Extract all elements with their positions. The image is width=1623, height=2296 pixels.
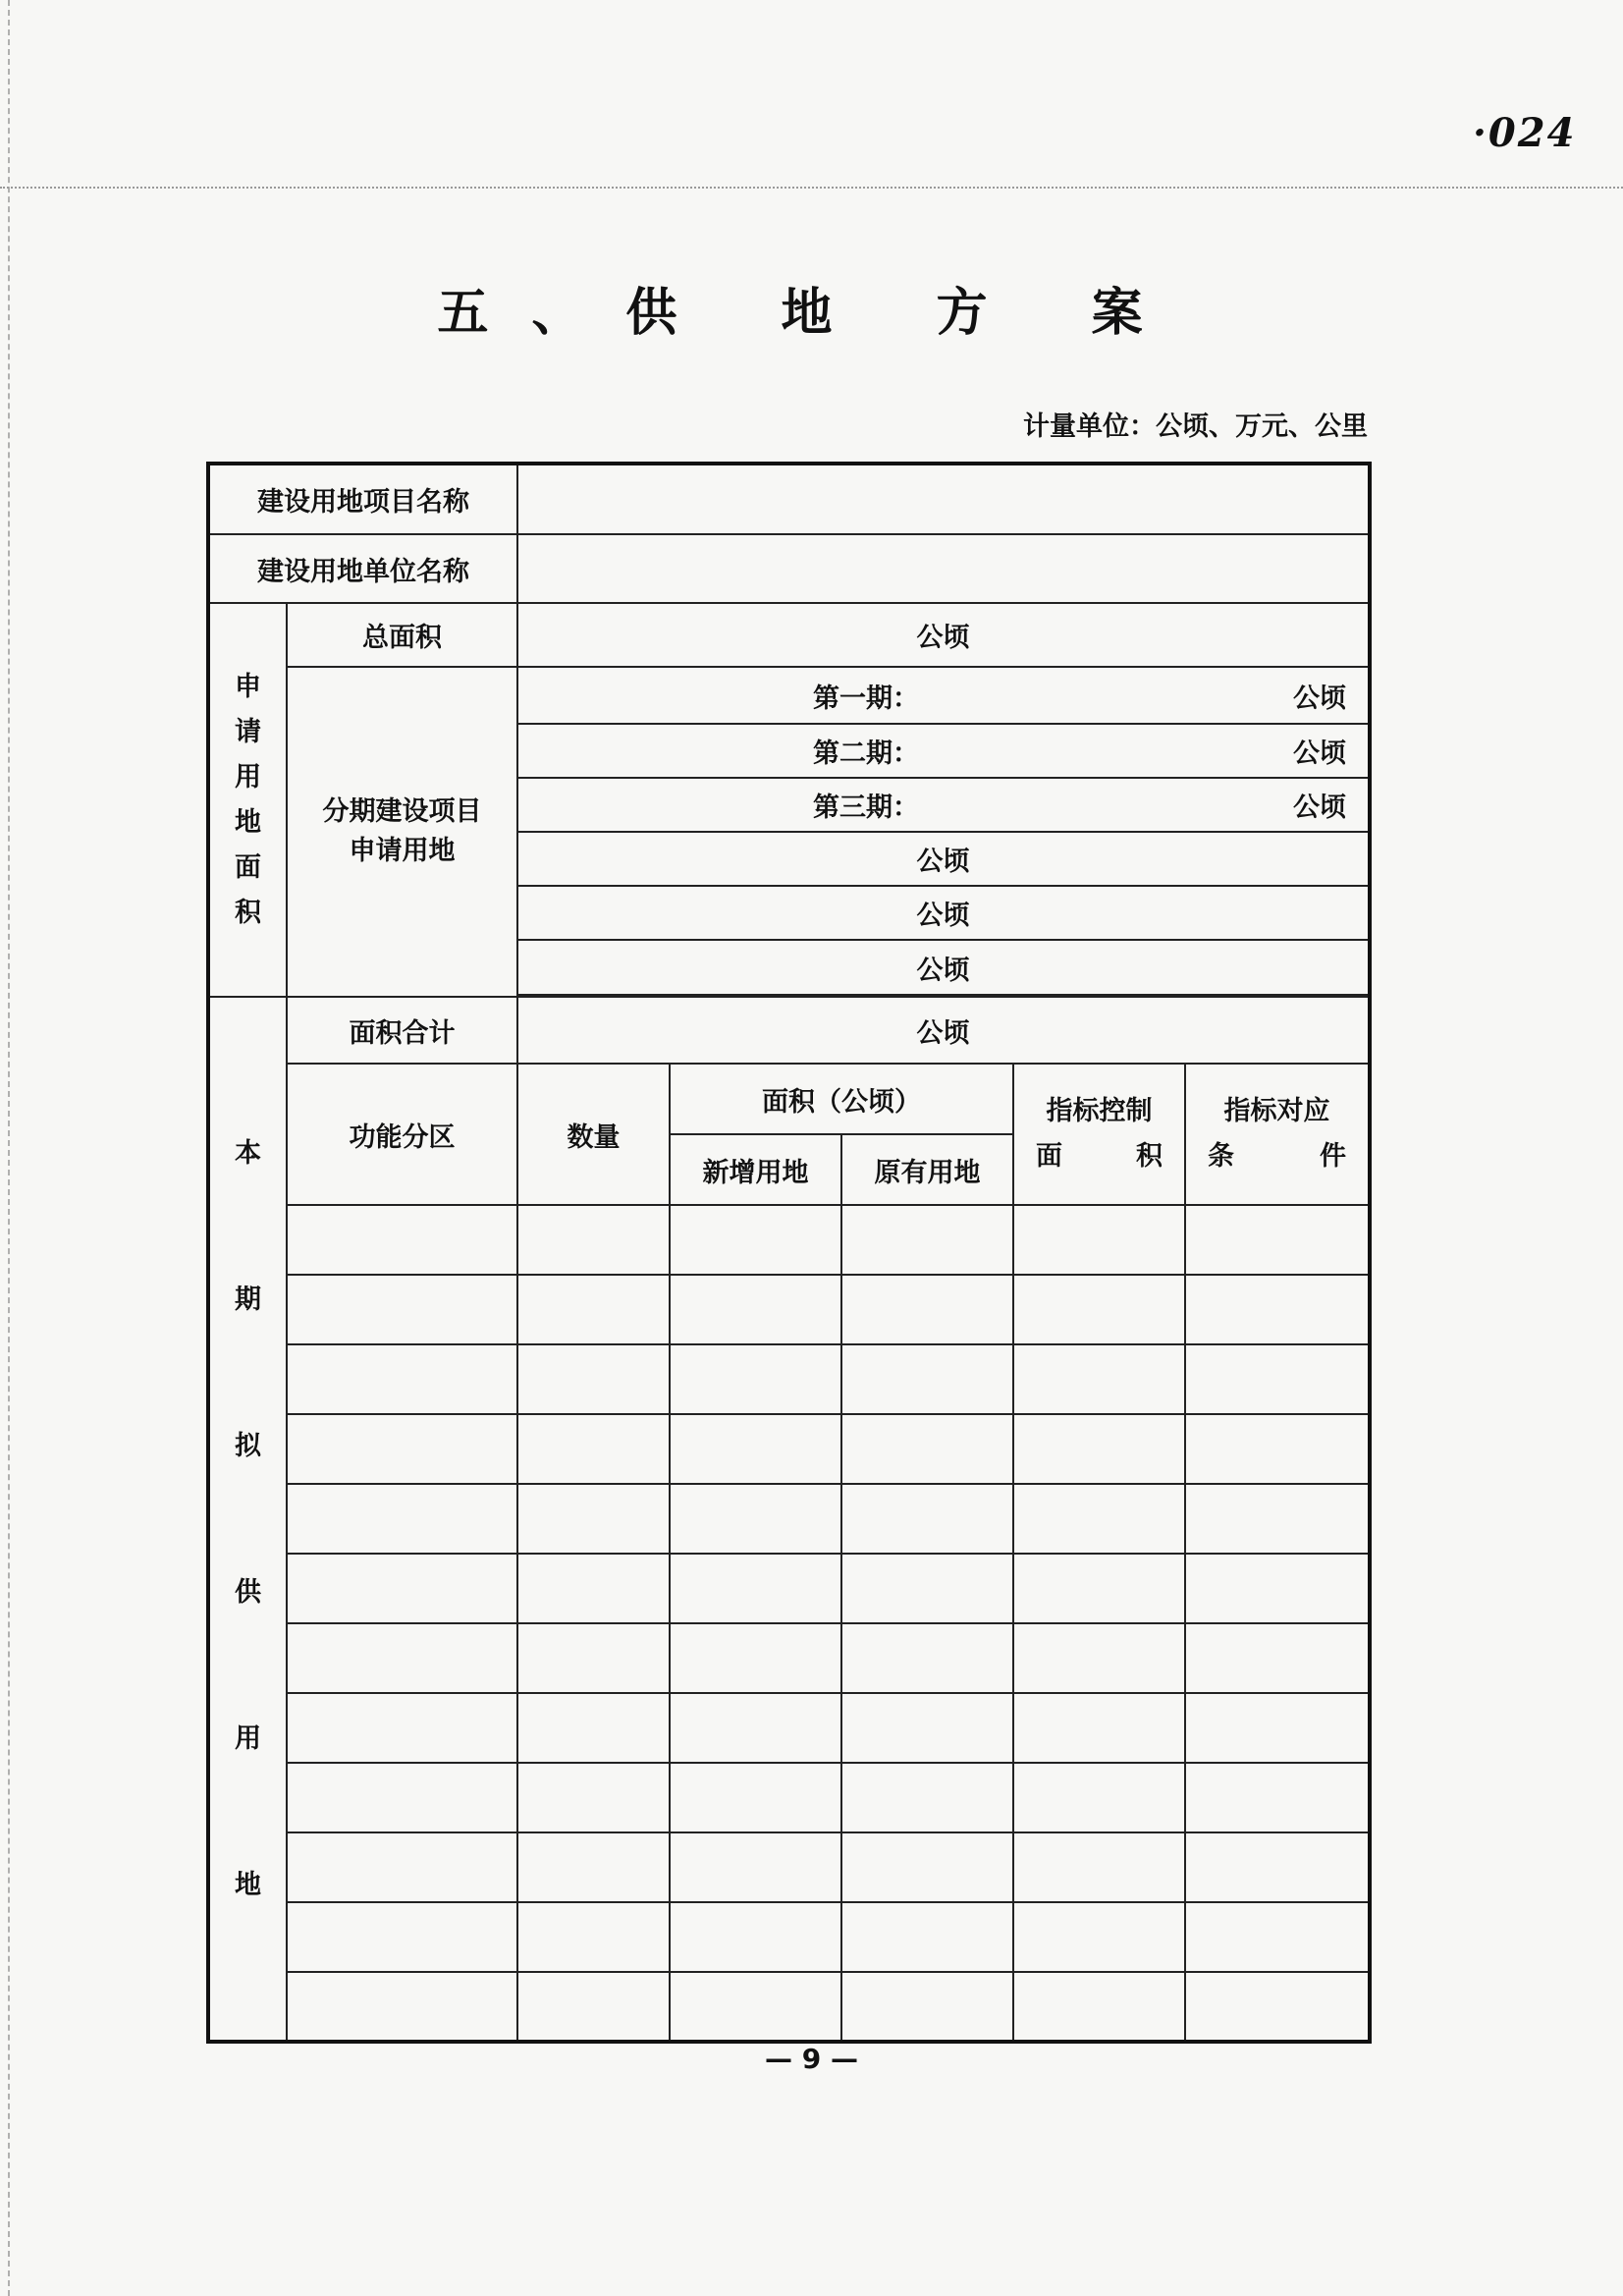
- table-row: [208, 1205, 1370, 1275]
- header-existing-land: 原有用地: [841, 1134, 1013, 1205]
- apply-area-group-label: 申 请 用 地 面 积: [208, 603, 287, 997]
- page-stamp: ·024: [1473, 110, 1577, 156]
- area-total-field[interactable]: 公顷: [517, 997, 1370, 1064]
- header-index-condition: 指标对应 条 件: [1185, 1064, 1370, 1205]
- unit-note: 计量单位：公顷、万元、公里: [1023, 411, 1368, 442]
- land-supply-form: [206, 462, 1372, 2044]
- table-row: [208, 1763, 1370, 1832]
- page-number: — 9 —: [765, 2043, 858, 2075]
- phase-row-3[interactable]: 第三期： 公顷: [517, 778, 1370, 832]
- table-row: [208, 1902, 1370, 1972]
- unit-name-field[interactable]: [517, 534, 1370, 603]
- phase-row-6[interactable]: 公顷: [517, 940, 1370, 995]
- phase-row-1[interactable]: 第一期： 公顷: [517, 667, 1370, 724]
- phase-row-5[interactable]: 公顷: [517, 886, 1370, 940]
- top-rule: [0, 187, 1623, 189]
- header-area: 面积（公顷）: [670, 1064, 1013, 1134]
- header-zone: 功能分区: [287, 1064, 517, 1205]
- project-name-label: 建设用地项目名称: [208, 464, 517, 534]
- table-row: [208, 1832, 1370, 1902]
- phase-row-2[interactable]: 第二期： 公顷: [517, 724, 1370, 778]
- unit-name-label: 建设用地单位名称: [208, 534, 517, 603]
- table-row: [208, 1414, 1370, 1484]
- table-row: [208, 1344, 1370, 1414]
- page-title: 五、供 地 方 案: [437, 284, 1186, 343]
- table-row: [208, 1623, 1370, 1693]
- table-row: [208, 1972, 1370, 2042]
- project-name-field[interactable]: [517, 464, 1370, 534]
- current-supply-group-label: 本 期 拟 供 用 地: [208, 997, 287, 2042]
- table-row: [208, 1484, 1370, 1554]
- total-area-label: 总面积: [287, 603, 517, 667]
- total-area-field[interactable]: 公顷: [517, 603, 1370, 667]
- header-index-control: 指标控制 面 积: [1013, 1064, 1185, 1205]
- table-row: [208, 1693, 1370, 1763]
- header-new-land: 新增用地: [670, 1134, 841, 1205]
- area-total-label: 面积合计: [287, 997, 517, 1064]
- table-row: [208, 1275, 1370, 1344]
- table-row: [208, 1554, 1370, 1623]
- phased-project-label: 分期建设项目 申请用地: [287, 667, 517, 997]
- header-quantity: 数量: [517, 1064, 670, 1205]
- phase-row-4[interactable]: 公顷: [517, 832, 1370, 886]
